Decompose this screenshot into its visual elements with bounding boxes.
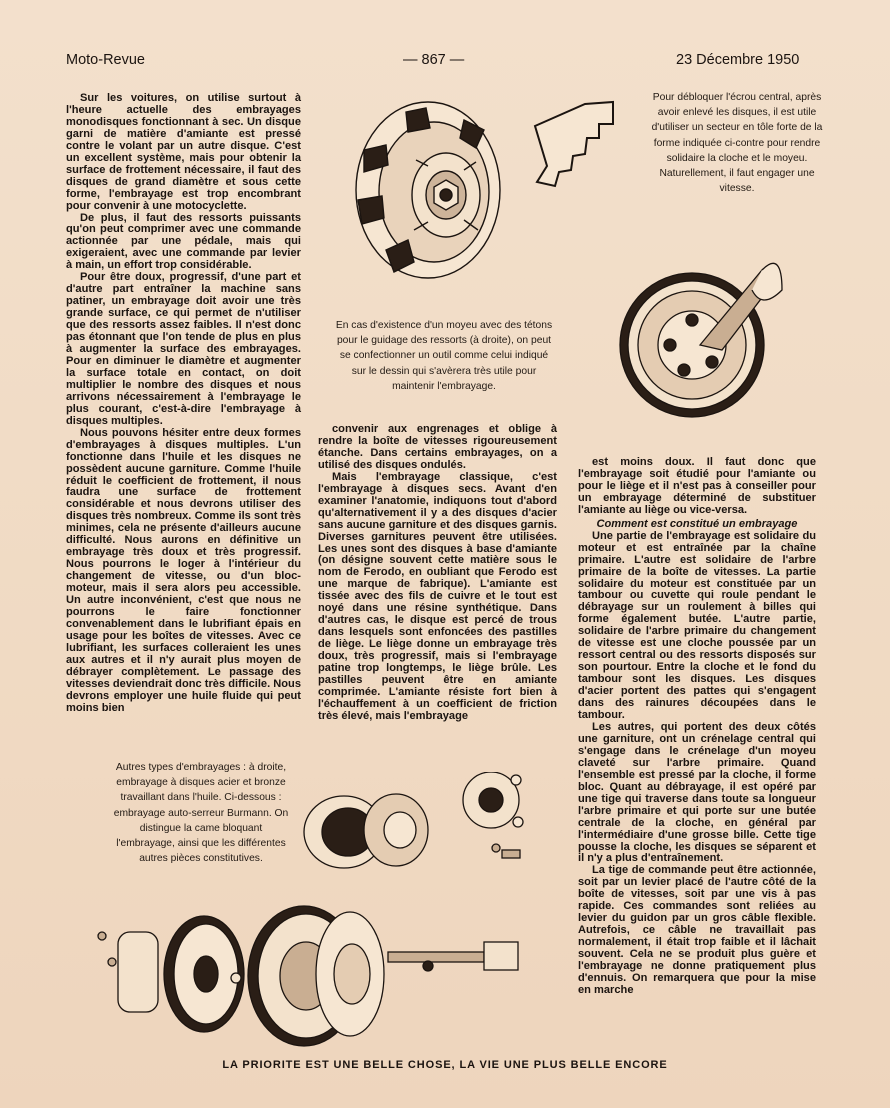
magazine-title: Moto-Revue: [66, 52, 145, 68]
caption-tool-sector: Pour débloquer l'écrou central, après avoir enlevé les disques, il est utile d'utiliser un secteur en tôle forte de la forme indiquée ci-contre pour rendre solidaire la cloche et le moyeu. Naturellement, il faut engager une vitesse.: [651, 92, 823, 195]
paragraph: Mais l'embrayage classique, c'est l'embrayage à disques secs. Avant d'en examiner l'anatomie, indiquons tout d'abord qu'alternativement il y a des disques d'acier sans aucune garniture et des disques garnis. Diverses garnitures peuvent être utilisées. Les unes sont des disques à base d'amiante (on désigne souvent cette matière sous le nom de Ferodo, en oubliant que Ferodo est une marque de fabrique). L'amiante est tissée avec des fils de cuivre et le tout est noyé dans une résine synthétique. Dans d'autres cas, le disque est percé de trous dans lesquels sont enfoncées des pastilles de liège. Le liège donne un embrayage très doux, très progressif, mais si l'embrayage patine trop longtemps, le liège brûle. Les pastilles peuvent être en amiante comprimée. L'amiante résiste fort bien à l'échauffement à un coefficient de friction très élevé, mais l'embrayage: [318, 470, 557, 722]
paragraph: Sur les voitures, on utilise surtout à l'heure actuelle des embrayages monodisques fonctionnant à sec. Un disque garni de matière d'amiante est pressé contre le volant par un autre disque. C'est un excellent système, mais pour obtenir la surface de frottement nécessaire, il faut des disques de grand diamètre et sous cette forme, l'embrayage est trop encombrant pour convenir à une motocyclette.: [66, 92, 301, 212]
issue-date: 23 Décembre 1950: [676, 52, 800, 68]
clutch-with-tool-illustration: [612, 250, 787, 435]
oil-clutch-illustration: [296, 772, 596, 892]
footer-slogan: LA PRIORITE EST UNE BELLE CHOSE, LA VIE UNE PLUS BELLE ENCORE: [222, 1059, 668, 1071]
paragraph: convenir aux engrenages et oblige à rendre la boîte de vitesses rigoureusement étanche. Dans certains embrayages, on a utilisé des disques ondulés.: [318, 423, 557, 471]
paragraph: est moins doux. Il faut donc que l'embrayage soit étudié pour l'amiante ou pour le liège et il n'est pas à conseiller pour un embrayage déterminé de substituer l'amiante au liège ou vice-versa.: [578, 456, 816, 516]
caption-other-clutches: Autres types d'embrayages : à droite, embrayage à disques acier et bronze travaillant dans l'huile. Ci-dessous : embrayage auto-serreur Burmann. On distingue la came bloquant l'embrayage, ainsi que les différentes autres pièces constitutives.: [113, 762, 289, 865]
paragraph: Pour être doux, progressif, d'une part et d'autre part entraîner la machine sans patiner, un embrayage doit avoir une très grande surface, ce qui permet de n'utiliser que des ressorts assez faibles. Il n'est donc pas étonnant que l'on tende de plus en plus à augmenter la surface des embrayages. Pour en diminuer le diamètre et augmenter la surface totale en contact, on doit multiplier le nombre des disques et nous arrivons nécessairement à l'embrayage le plus courant, c'est-à-dire l'embrayage à disques multiples.: [66, 271, 301, 427]
article-column-3: [578, 457, 816, 997]
page-number: — 867 —: [403, 52, 465, 68]
article-column-2: [318, 424, 557, 723]
section-subtitle: Comment est constitué un embrayage: [596, 517, 798, 530]
caption-hub-tool: En cas d'existence d'un moyeu avec des tétons pour le guidage des ressorts (à droite), on peut se confectionner un outil comme celui indiqué sur le dessin qui s'avèrera très utile pour maintenir l'embrayage.: [335, 320, 553, 392]
article-column-1: [66, 93, 301, 715]
paragraph: La tige de commande peut être actionnée, soit par un levier placé de l'autre côté de la boîte de vitesses, soit par une vis à pas rapide. Ces commandes sont reliées au levier du guidon par un gros câble flexible. Autrefois, ce câble ne travaillait pas normalement, il était trop faible et il lâchait souvent. Cela ne se produit plus guère et l'embrayage ne donne pratiquement plus d'ennuis. On remarquera que pour la mise en marche: [578, 864, 816, 996]
paragraph: Les autres, qui portent des deux côtés une garniture, ont un crénelage central qui s'engage dans le crénelage d'un moyeu claveté sur l'arbre primaire. Quand l'ensemble est pressé par la cloche, il forme bloc. Quant au débrayage, il est opéré par une tige qui traverse dans toute sa longueur l'arbre primaire et qui porte sur une butée centrale de la cloche, en général par l'intermédiaire d'une grosse bille. Cette tige pousse la cloche, les disques se séparent et il n'y a plus d'entraînement.: [578, 720, 816, 865]
burmann-clutch-illustration: [88, 902, 528, 1052]
paragraph: Nous pouvons hésiter entre deux formes d'embrayages à disques multiples. L'un fonctionne dans l'huile et les disques ne possèdent aucune garniture. Comme l'huile réduit le coefficient de frottement, il nous faudra une surface de frottement considérable et nous devrons utiliser des disques très nombreux. Comme ils sont très minimes, cela ne présente d'ailleurs aucune difficulté. Nous aurons en définitive un embrayage très doux et très progressif. Nous pourrons le loger à l'intérieur du changement de vitesse, ou d'un bloc-moteur, mais il sera alors peu accessible. Un autre inconvénient, c'est que nous ne pourrons le faire fonctionner convenablement dans le lubrifiant épais en usage pour les boîtes de vitesses. Avec ce lubrifiant, les surfaces colleraient les unes aux autres et il n'y aurait plus moyen de débrayer complètement. Le passage des vitesses deviendrait donc très difficile. Nous devrons employer une huile fluide qui peut moins bien: [66, 426, 301, 714]
paragraph: De plus, il faut des ressorts puissants qu'on peut comprimer avec une commande actionnée par une pédale, mais qui exigeraient, avec une commande par levier à main, un effort trop considérable.: [66, 211, 301, 272]
tool-sector-illustration: [525, 96, 620, 191]
clutch-drum-illustration: [346, 90, 516, 290]
paragraph: Une partie de l'embrayage est solidaire du moteur et est entraînée par la chaîne primaire. L'autre est solidaire de l'arbre primaire de la boîte de vitesses. La partie solidaire du moteur est constituée par un tambour ou cuvette qui roule pendant le débrayage sur un roulement à billes qui forme également butée. L'autre partie, solidaire de l'arbre primaire du changement de vitesse est une cloche poussée par un ressort central ou des ressorts disposés sur son pourtour. Entre la cloche et le fond du tambour sont les disques. Les disques d'acier portent des pattes qui s'engagent dans des rainures découpées dans le tambour.: [578, 529, 816, 722]
